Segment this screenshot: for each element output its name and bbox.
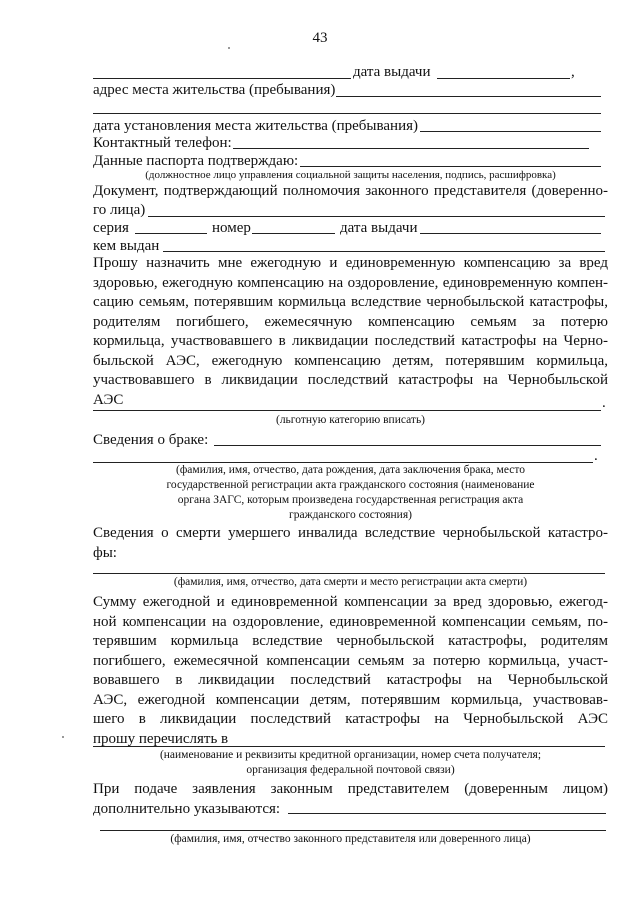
text-line: участвовавшего в ликвидации последствий катастрофы на Чернобыльской [93, 372, 608, 388]
text-line: дополнительно указываются: [93, 800, 281, 817]
text-line: ной компенсации на оздоровление, единовременной компенсации семьям, по- [93, 613, 608, 630]
death-field[interactable] [93, 573, 605, 574]
text-line: здоровью, ежегодную компенсацию на оздоровление, единовременную компен- [93, 274, 608, 291]
series-label: серия [93, 220, 129, 236]
caption-line: гражданского состояния) [289, 509, 412, 521]
text-line: прошу перечислять в [93, 730, 229, 747]
issuer-field[interactable] [93, 78, 351, 79]
issue-date-comma: , [571, 64, 575, 80]
text-line: Документ, подтверждающий полномочия законного представителя (доверенно- [93, 183, 608, 199]
doc-date-field[interactable] [420, 233, 601, 234]
text-line: Прошу назначить мне ежегодную и единовременную компенсацию за вред [93, 255, 608, 271]
text-line: АЭС, ежегодной компенсации детям, потерявшим кормильца, участвовав- [93, 691, 608, 708]
phone-field[interactable] [233, 148, 589, 149]
text-line: фы: [93, 544, 117, 561]
bank-details-caption [93, 748, 608, 778]
representative-doc-line-2: го лица) [93, 202, 146, 218]
address-field[interactable] [336, 96, 601, 97]
scan-speck [228, 47, 230, 49]
caption-line: организация федеральной почтовой связи) [246, 764, 455, 776]
passport-confirm-caption: (должностное лицо управления социальной защиты населения, подпись, расшифровка) [145, 169, 556, 181]
benefit-category-end: . [602, 395, 606, 411]
payment-text [93, 593, 608, 749]
death-text [93, 524, 608, 563]
address-label: адрес места жительства (пребывания) [93, 82, 336, 98]
text-line: терявшим кормильца вследствие чернобыльской катастрофы, родителям [93, 633, 608, 649]
caption-line: (фамилия, имя, отчество, дата рождения, дата заключения брака, место [176, 464, 525, 476]
caption-line: органа ЗАГС, которым произведена государственная регистрация акта [177, 494, 524, 506]
representative-doc-field[interactable] [148, 216, 605, 217]
text-line: вовавшего в ликвидации последствий катастрофы на Чернобыльской [93, 672, 608, 688]
number-field[interactable] [252, 233, 335, 234]
representative-details-field[interactable] [288, 813, 606, 814]
benefit-category-caption: (льготную категорию вписать) [275, 414, 426, 426]
phone-label: Контактный телефон: [93, 135, 232, 151]
request-text [93, 254, 608, 410]
series-field[interactable] [135, 233, 207, 234]
text-line: АЭС [93, 391, 124, 408]
page-number: 43 [312, 30, 328, 46]
representative-doc-text [93, 182, 608, 202]
marriage-end: . [594, 448, 598, 464]
text-line: шего в ликвидации последствий катастрофы на Чернобыльской АЭС [93, 711, 608, 727]
representative-name-caption: (фамилия, имя, отчество законного представителя или доверенного лица) [170, 833, 531, 845]
issued-by-label: кем выдан [93, 238, 160, 254]
marriage-label: Сведения о браке: [93, 432, 209, 448]
passport-confirm-label: Данные паспорта подтверждаю: [93, 153, 299, 169]
marriage-field[interactable] [214, 445, 601, 446]
text-line: сацию семьям, потерявшим кормильца вследствие чернобыльской катастрофы, [93, 294, 608, 310]
bank-details-field[interactable] [93, 746, 605, 747]
issued-by-field[interactable] [163, 251, 605, 252]
number-label: номер [212, 220, 251, 236]
representative-name-field[interactable] [100, 830, 606, 831]
text-line: Сведения о смерти умершего инвалида вследствие чернобыльской катастро- [93, 525, 608, 541]
benefit-category-field[interactable] [93, 410, 601, 411]
passport-confirm-field[interactable] [300, 166, 601, 167]
address-date-field[interactable] [420, 131, 601, 132]
caption-line: (наименование и реквизиты кредитной организации, номер счета получателя; [159, 749, 542, 761]
text-line: родителям погибшего, ежемесячную компенсацию семьям за потерю [93, 313, 608, 330]
death-caption: (фамилия, имя, отчество, дата смерти и место регистрации акта смерти) [173, 576, 528, 588]
text-line: погибшего, ежемесячной компенсации семьям за потерю кормильца, участ- [93, 652, 608, 669]
issue-date-field[interactable] [437, 78, 570, 79]
issue-date-label: дата выдачи [353, 64, 431, 80]
marriage-caption [93, 463, 608, 523]
doc-date-label: дата выдачи [340, 220, 418, 236]
address-date-label: дата установления места жительства (пребывания) [93, 118, 419, 134]
text-line: При подаче заявления законным представителем (доверенным лицом) [93, 781, 608, 797]
text-line: кормильца, участвовавшего в ликвидации последствий катастрофы на Черно- [93, 333, 608, 349]
address-field-2[interactable] [93, 113, 601, 114]
caption-line: государственной регистрации акта гражданского состояния (наименование [166, 479, 535, 491]
text-line: быльской АЭС, ежегодную компенсацию детям, потерявшим кормильца, [93, 352, 608, 369]
text-line: Сумму ежегодной и единовременной компенсации за вред здоровью, ежегод- [93, 594, 608, 610]
scan-speck [62, 736, 64, 738]
